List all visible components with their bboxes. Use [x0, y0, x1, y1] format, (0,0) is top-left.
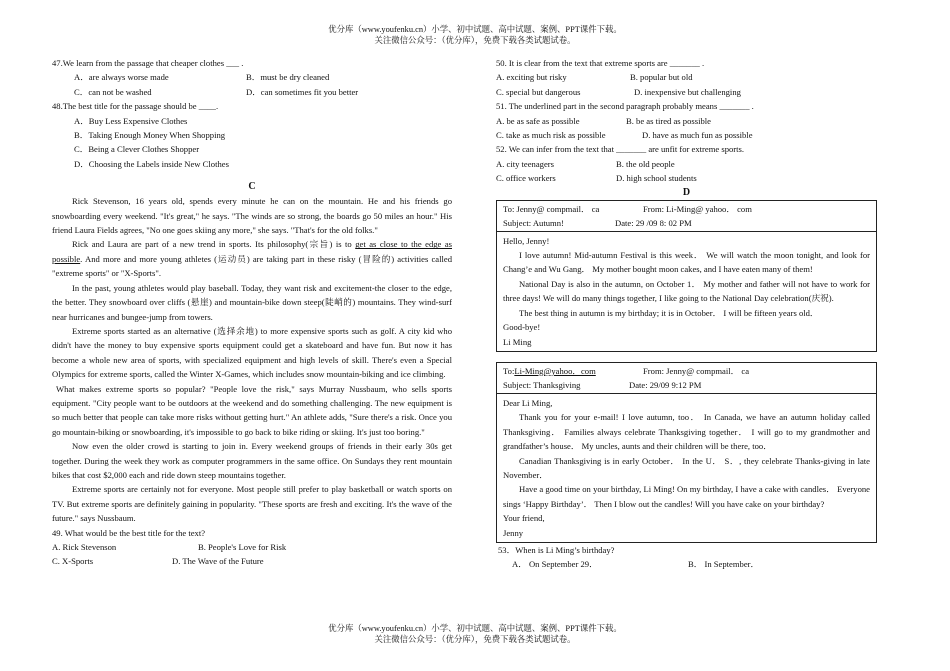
paragraph-2-text-a: Rick and Laura are part of a new trend in sports. Its philosophy(宗旨) is to [72, 239, 356, 250]
option-52c: C. office workers [496, 173, 556, 184]
email-autumn-to: To: Jenny@ compmail． ca [503, 203, 600, 214]
header-line-1: 优分库（www.youfenku.cn）小学、初中试题、高中试题、案例、PPT课件下载。 [328, 25, 622, 34]
passage-c-paragraph-3: In the past, young athletes would play baseball. Today, they want risk and excitement-the closer to the edge, the better. They snowboard over cliffs (悬崖) and mountain-bike down steep(陡峭的) mountains. They wind-surf near hurricanes and bungee-jump from towers. [52, 282, 452, 322]
email-thanksgiving-greeting: Dear Li Ming, [503, 397, 553, 408]
email-autumn-closing: Good-bye! [503, 322, 541, 333]
email-autumn-subject-date [503, 216, 870, 230]
page-header [0, 24, 950, 46]
email-autumn-date: Date: 29 /09 8: 02 PM [615, 217, 692, 228]
option-49d: D. The Wave of the Future [172, 556, 264, 567]
email-thanksgiving-body [497, 394, 876, 542]
passage-c-paragraph-7: Extreme sports are certainly not for everyone. Most people still prefer to play basketball or watch sports on TV. But extreme sports are definitely gaining in popularity. "These sports are fresh and exciting. It's the wave of the future." says Nussbaum. [52, 484, 452, 524]
option-49c: C. X-Sports [52, 556, 94, 567]
question-51-stem: 51. The underlined part in the second paragraph probably means _______ . [496, 101, 754, 112]
email-autumn-greeting: Hello, Jenny! [503, 235, 550, 246]
email-thanksgiving-paragraph-1: Thank you for your e-mail! I love autumn, too． In Canada, we have an autumn holiday called Thanksgiving． Families always celebrate Thanksgiving together． I will go to my grandmother and grandfather’s house． My uncles, aunts and their children will be there, too． [503, 412, 870, 452]
question-50-stem: 50. It is clear from the text that extreme sports are _______ . [496, 58, 705, 68]
email-autumn-subject: Subject: Autumn! [503, 217, 564, 228]
option-49a: A. Rick Stevenson [52, 542, 117, 552]
option-52b: B. the old people [616, 158, 675, 169]
email-autumn [496, 200, 877, 352]
email-thanksgiving-subject: Subject: Thanksgiving [503, 379, 581, 390]
question-49-stem: 49. What would be the best title for the text? [52, 527, 206, 538]
question-49-options-row1 [52, 540, 452, 554]
email-thanksgiving-signature: Jenny [503, 527, 524, 538]
question-53-options [496, 557, 877, 571]
option-53a: A． On September 29． [512, 559, 598, 570]
footer-line-1: 优分库（www.youfenku.cn）小学、初中试题、高中试题、案例、PPT课件下载。 [328, 624, 622, 633]
question-52-stem: 52. We can infer from the text that _______ are unfit for extreme sports. [496, 144, 745, 155]
email-autumn-from: From: Li-Ming@ yahoo． com [643, 203, 752, 214]
page-footer [0, 623, 950, 645]
question-50-options-row2 [496, 85, 877, 99]
question-51-options-row1 [496, 114, 877, 128]
section-c-heading: C [248, 181, 256, 193]
email-autumn-header [497, 201, 876, 232]
question-52-options-row1 [496, 157, 877, 171]
email-address-link[interactable]: Li-Ming@yahoo．com [514, 365, 596, 376]
passage-c-paragraph-6: Now even the older crowd is starting to join in. Every weekend groups of friends in their early 30s get together. During the week they work as computer programmers in the same office. On Sundays they rent mountain bikes that cost $2,000 each and ride down steep mountains together. [52, 441, 452, 480]
question-47-options-row2 [52, 85, 452, 99]
option-51a: A. be as safe as possible [496, 115, 580, 126]
email-autumn-to-from [503, 202, 870, 216]
option-51c: C. take as much risk as possible [496, 130, 606, 141]
passage-c-paragraph-1: Rick Stevenson, 16 years old, spends every minute he can on the mountain. He and his friends go snowboarding every weekend. "It's great," he says. "The winds are so strong, the boards go 50 miles an hour." His friend Laura Fields agrees, "No one goes skiing any more," she says. "That's for the old folks." [52, 196, 452, 236]
footer-line-2: 关注微信公众号：（优分库），免费下载各类试题试卷。 [374, 635, 576, 644]
option-50a: A. exciting but risky [496, 72, 567, 83]
right-column [496, 56, 877, 572]
option-47d: D．can sometimes fit you better [246, 86, 359, 97]
option-50c: C. special but dangerous [496, 86, 581, 97]
passage-c-paragraph-2 [52, 237, 452, 280]
email-autumn-signature: Li Ming [503, 336, 532, 347]
question-47-options-row1 [52, 70, 452, 84]
email-thanksgiving-subject-date [503, 378, 870, 392]
email-thanksgiving-date: Date: 29/09 9:12 PM [629, 379, 702, 390]
email-thanksgiving-paragraph-2: Canadian Thanksgiving is in early October． In the U． S．, they celebrate Thanks-giving in late November． [503, 455, 870, 480]
email-thanksgiving-header [497, 363, 876, 394]
option-51b: B. be as tired as possible [626, 115, 711, 126]
email-autumn-paragraph-1: I love autumn! Mid-autumn Festival is this week． We will watch the moon tonight, and look for Chang’e and Wu Gang． My mother bought moon cakes, and I have eaten many of them! [503, 250, 870, 275]
left-column [52, 56, 452, 569]
question-48-stem: 48.The best title for the passage should be ____. [52, 101, 219, 112]
option-50b: B. popular but old [630, 72, 693, 83]
email-autumn-paragraph-2: National Day is also in the autumn, on October 1． My mother and father will not have to work for three days! We will do many things together, I like going to the National Day celebration(庆祝). [503, 278, 870, 304]
option-48c: C．Being a Clever Clothes Shopper [74, 144, 200, 155]
question-47-stem: 47.We learn from the passage that cheaper clothes ___ . [52, 58, 244, 68]
option-48a: A．Buy Less Expensive Clothes [74, 115, 188, 126]
email-thanksgiving-to-from [503, 364, 870, 378]
option-49b: B. People's Love for Risk [198, 542, 287, 552]
passage-c-paragraph-4: Extreme sports started as an alternative (选择余地) to more expensive sports such as golf. A city kid who didn't have the money to buy expensive sports equipment could get a skateboard and have fun. But now it has become a whole new area of sports, with specialized equipment and high levels of skill. There's even a Special Olympics for extreme sports, called the Winter X-Games, which includes snow mountain-biking and ice climbing. [52, 325, 452, 380]
option-53b: B． In September． [688, 559, 760, 570]
email-thanksgiving-closing: Your friend, [503, 513, 545, 524]
option-48d: D．Choosing the Labels inside New Clothes [74, 158, 229, 169]
underlined-phrase: get as close to the edge as possible [52, 239, 452, 264]
question-51-options-row2 [496, 128, 877, 142]
email-autumn-paragraph-3: The best thing in autumn is my birthday; it is in October． I will be fifteen years old． [519, 307, 819, 318]
email-autumn-body [497, 232, 876, 351]
email-thanksgiving-paragraph-3: Have a good time on your birthday, Li Ming! On my birthday, I have a cake with candles． Everyone sings ‘Happy Birthday’． Then I blow out the candles! Will you have cake on your birthday? [503, 484, 870, 509]
header-line-2: 关注微信公众号：（优分库），免费下载各类试题试卷。 [374, 36, 576, 45]
question-49-options-row2 [52, 554, 452, 568]
question-53-stem: 53．When is Li Ming’s birthday? [498, 544, 615, 555]
option-47b: B．must be dry cleaned [246, 72, 330, 83]
option-52a: A. city teenagers [496, 158, 554, 169]
section-d-heading: D [682, 186, 691, 198]
email-thanksgiving-from: From: Jenny@ compmail． ca [643, 365, 750, 376]
email-thanksgiving-to [503, 364, 643, 378]
option-50d: D. inexpensive but challenging [634, 86, 741, 97]
option-47c: C．can not be washed [74, 86, 152, 97]
question-50-options-row1 [496, 70, 877, 84]
paragraph-2-text-b: . And more and more young athletes (运动员) are taking part in these risky (冒险的) activities called "extreme sports" or "X-Sports". [52, 253, 452, 279]
email-thanksgiving [496, 362, 877, 543]
option-52d: D. high school students [616, 173, 697, 184]
option-48b: B．Taking Enough Money When Shopping [74, 130, 226, 141]
option-51d: D. have as much fun as possible [642, 130, 753, 141]
to-label: To: [503, 365, 515, 376]
passage-c-paragraph-5: What makes extreme sports so popular? "People love the risk," says Murray Nussbaum, who sells sports equipment. "City people want to be outdoors at the weekend and do something challenging. The new equipment is so much better that people can take more risks without getting hurt." An athlete adds, "Sure there's a risk. Once you go mountain-biking or snowboarding, it's impossible to go back to bike riding or skiing. It's just too boring." [52, 383, 452, 437]
option-47a: A．are always worse made [74, 72, 169, 83]
question-52-options-row2 [496, 171, 877, 185]
